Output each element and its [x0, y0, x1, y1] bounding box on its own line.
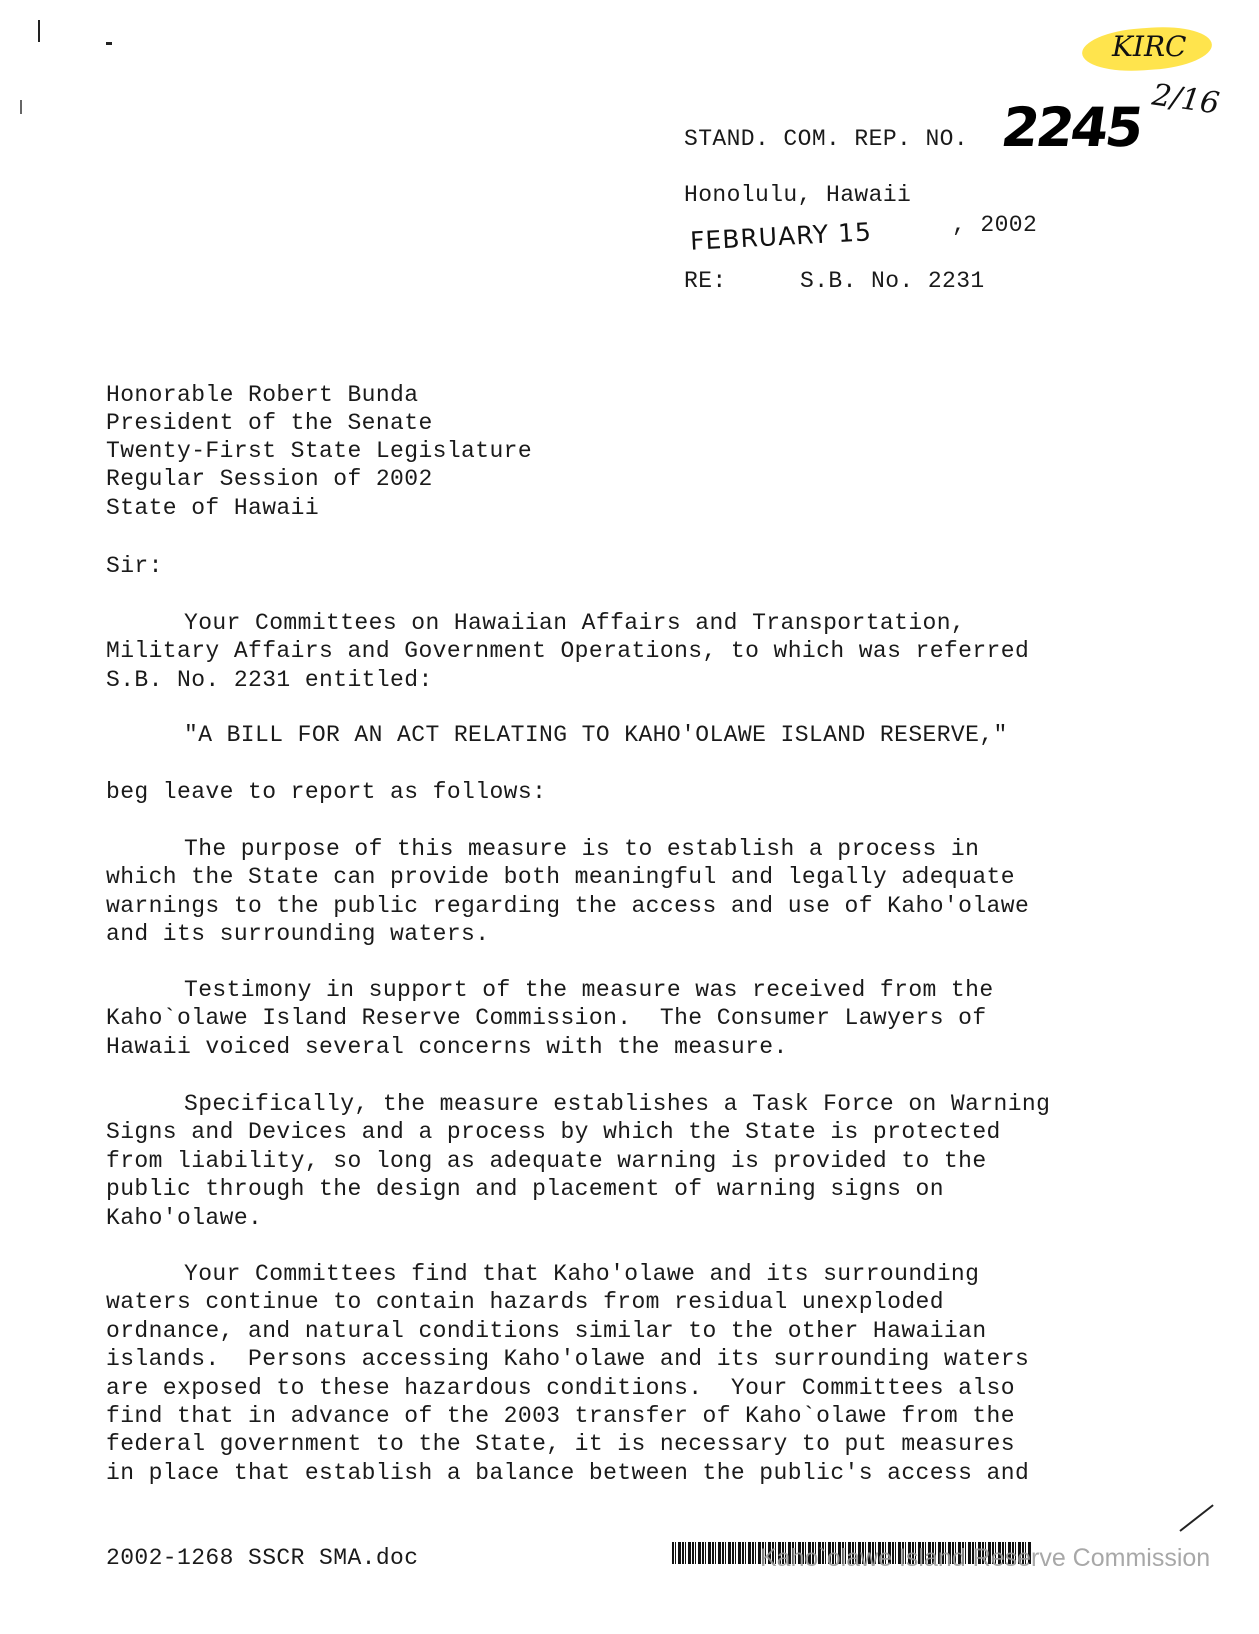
check-mark — [1179, 1504, 1213, 1531]
intro-rest: Military Affairs and Government Operations, to which was referred S.B. No. 2231 entitled: — [106, 638, 1030, 693]
beg-leave-line: beg leave to report as follows: — [106, 779, 547, 805]
handwritten-date: FEBRUARY 15 — [689, 217, 873, 256]
address-line: Regular Session of 2002 — [106, 466, 433, 492]
scan-speck — [38, 20, 40, 42]
specifics-rest: Signs and Devices and a process by which the State is protected from liability, so long as adequate warning is provided to the public through the design and placement of warning signs on Kaho'olawe. — [106, 1119, 1001, 1231]
intro-first-line: Your Committees on Hawaiian Affairs and Transportation, — [184, 610, 966, 636]
scan-speck — [20, 100, 22, 114]
re-value: S.B. No. 2231 — [800, 268, 985, 294]
re-label: RE: — [684, 268, 727, 294]
intro-paragraph — [106, 609, 1166, 694]
bill-title: "A BILL FOR AN ACT RELATING TO KAHO'OLAWE ISLAND RESERVE," — [184, 722, 1008, 748]
specifics-first-line: Specifically, the measure establishes a Task Force on Warning — [184, 1091, 1051, 1117]
address-line: Honorable Robert Bunda — [106, 382, 419, 408]
kirc-annotation: KIRC — [1112, 30, 1187, 63]
specifics-paragraph — [106, 1090, 1166, 1232]
scan-speck — [106, 42, 112, 45]
purpose-first-line: The purpose of this measure is to establish a process in — [184, 836, 980, 862]
testimony-first-line: Testimony in support of the measure was received from the — [184, 977, 994, 1003]
date-annotation: 2/16 — [1149, 77, 1222, 122]
document-id: 2002-1268 SSCR SMA.doc — [106, 1545, 419, 1571]
testimony-rest: Kaho`olawe Island Reserve Commission. The Consumer Lawyers of Hawaii voiced several concerns with the measure. — [106, 1005, 987, 1060]
findings-rest: waters continue to contain hazards from residual unexploded ordnance, and natural conditions similar to the other Hawaiian islands. Persons accessing Kaho'olawe and its surrounding waters are exposed to these hazardous conditions. Your Committees also find that in advance of the 2003 transfer of Kaho`olawe from the federal government to the State, it is necessary to put measures in place that establish a balance between the public's access and — [106, 1289, 1030, 1486]
address-line: Twenty-First State Legislature — [106, 438, 533, 464]
watermark: Kaho`olawe Island Reserve Commission — [760, 1544, 1211, 1572]
place-line: Honolulu, Hawaii — [684, 182, 912, 208]
findings-paragraph — [106, 1260, 1166, 1487]
salutation: Sir: — [106, 553, 163, 579]
year-text: , 2002 — [952, 212, 1038, 238]
purpose-rest: which the State can provide both meaningful and legally adequate warnings to the public regarding the access and use of Kaho'olawe and its surrounding waters. — [106, 864, 1030, 948]
address-line: State of Hawaii — [106, 495, 320, 521]
findings-first-line: Your Committees find that Kaho'olawe and its surrounding — [184, 1261, 980, 1287]
report-number: 2245 — [997, 96, 1145, 159]
address-line: President of the Senate — [106, 410, 433, 436]
stand-com-rep-label: STAND. COM. REP. NO. — [684, 126, 969, 152]
testimony-paragraph — [106, 976, 1166, 1061]
purpose-paragraph — [106, 835, 1166, 949]
